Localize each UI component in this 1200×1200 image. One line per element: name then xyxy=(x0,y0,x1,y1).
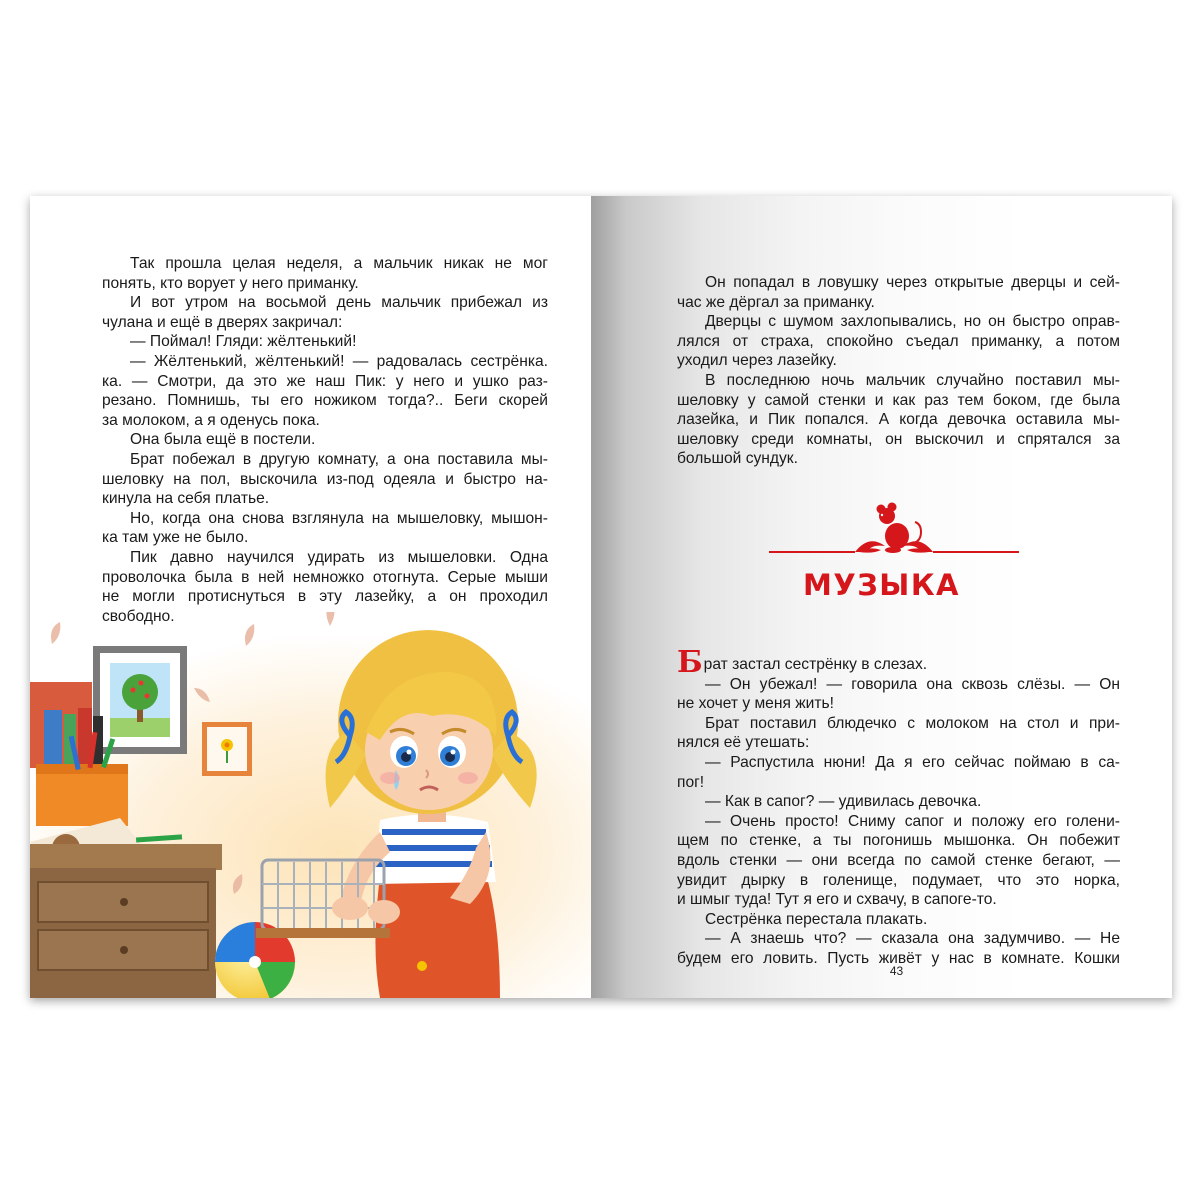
text-line: час же дёргал за приманку. xyxy=(677,293,875,311)
page-number: 43 xyxy=(889,964,904,978)
text-line: И вот утром на восьмой день мальчик прибежал из xyxy=(130,294,548,312)
text-line: шеловку у самой стенки и как раз тем боком, где была xyxy=(677,391,1120,409)
text-line: большой сундук. xyxy=(677,450,798,468)
text-line: шеловку среди комнаты, он выскочил и спрятался за xyxy=(677,430,1120,448)
left-page xyxy=(30,196,591,998)
text-line: — Как в сапог? — удивилась девочка. xyxy=(705,793,982,811)
text-line: кинула на себя платье. xyxy=(102,490,270,508)
text-line: — Он убежал! — говорила она сквозь слёзы. — Он xyxy=(705,675,1120,693)
text-line: вдоль стенки — они всегда по самой стенке бегают, — xyxy=(677,851,1120,869)
right-page xyxy=(591,196,1172,998)
girl-with-cage-illustration xyxy=(30,612,591,998)
text-line: — Очень просто! Сниму сапог и положу его голени- xyxy=(705,812,1120,830)
book-spread xyxy=(30,196,1172,998)
text-line: щем по стенке, а ты погонишь мышонка. Он побежит xyxy=(677,832,1120,850)
text-line: ка. — Смотри, да это же наш Пик: у него и ушко раз- xyxy=(102,372,548,390)
text-line: ка там уже не было. xyxy=(102,529,249,547)
text-line: пог! xyxy=(677,773,705,791)
right-page-text-top xyxy=(677,273,1120,469)
text-line: чулана и ещё в дверях закричал: xyxy=(102,313,343,331)
text-line: свободно. xyxy=(102,607,175,625)
chapter-title: МУЗЫКА xyxy=(802,568,961,602)
first-line xyxy=(677,645,1120,680)
text-line: Дверцы с шумом захлопывались, но он быстро оправ- xyxy=(705,313,1120,331)
mouse-ornament-icon xyxy=(769,502,1019,562)
text-line: будем его ловить. Пусть живёт у нас в комнате. Кошки xyxy=(677,949,1120,967)
text-line: понять, кто ворует у него приманку. xyxy=(102,274,359,292)
right-page-text-bottom xyxy=(677,645,1120,969)
text-line: Она была ещё в постели. xyxy=(130,431,316,449)
text-line: не могли протиснуться в эту лазейку, а он проходил xyxy=(102,588,548,606)
drop-cap: Б xyxy=(677,645,703,680)
text-line: Сестрёнка перестала плакать. xyxy=(705,910,928,928)
text-line: Он попадал в ловушку через открытые дверцы и сей- xyxy=(705,274,1120,291)
text-line: и шмыг туда! Тут я его и схвачу, в сапоге-то. xyxy=(677,891,997,909)
text-line: лялся от страха, спокойно съедал приманку, а потом xyxy=(677,332,1120,350)
text-line: нялся её утешать: xyxy=(677,734,810,752)
text-line: — Жёлтенький, жёлтенький! — радовалась сестрёнка. xyxy=(130,352,548,370)
text-line: — Распустила нюни! Да я его сейчас поймаю в са- xyxy=(705,753,1120,771)
text-line: шеловку на пол, выскочила из-под одеяла и быстро на- xyxy=(102,470,548,488)
text-line: за молоком, а я оденусь пока. xyxy=(102,411,320,429)
text-line: не хочет у меня жить! xyxy=(677,695,834,713)
text-line: В последнюю ночь мальчик случайно поставил мы- xyxy=(705,371,1120,389)
text-line: Но, когда она снова взглянула на мышеловку, мышон- xyxy=(130,509,548,527)
left-page-text xyxy=(102,254,548,626)
text-line: Брат побежал в другую комнату, а она поставила мы- xyxy=(130,450,548,468)
text-line: резано. Помнишь, ты его ножиком тогда?.. Беги скорей xyxy=(102,392,548,410)
first-line-rest: рат застал сестрёнку в слезах. xyxy=(703,656,928,673)
text-line: Так прошла целая неделя, а мальчик никак не мог xyxy=(130,255,548,272)
text-line: увидит дырку в голенище, подумает, что это норка, xyxy=(677,871,1120,889)
text-line: лазейка, и Пик попался. А когда девочка оставила мы- xyxy=(677,411,1120,429)
text-line: уходил через лазейку. xyxy=(677,352,837,370)
text-line: Брат поставил блюдечко с молоком на стол и при- xyxy=(705,714,1120,732)
text-line: Пик давно научился удирать из мышеловки. Одна xyxy=(130,548,548,566)
text-line: проволочка была в ней немножко отогнута. Серые мыши xyxy=(102,568,548,586)
text-line: — А знаешь что? — сказала она задумчиво. — Не xyxy=(705,930,1120,948)
text-line: — Поймал! Гляди: жёлтенький! xyxy=(130,333,357,351)
